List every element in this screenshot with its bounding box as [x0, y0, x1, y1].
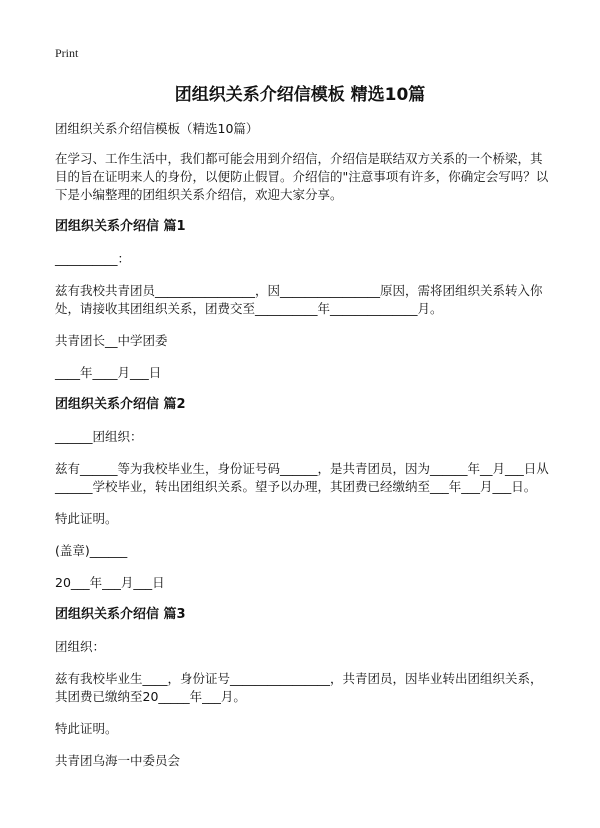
salutation-line: 团组织： [55, 639, 106, 654]
section-heading: 团组织关系介绍信 篇2 [55, 397, 186, 412]
intro-paragraph: 在学习、工作生活中，我们都可能会用到介绍信，介绍信是联结双方关系的一个桥梁，其目的旨在证明来人的身份，以便防止假冒。介绍信的"注意事项有许多，你确定会写吗？以下是小编整理的团组织关系介绍信，欢迎大家分享。 [55, 151, 549, 202]
salutation-line: ______团组织： [55, 429, 143, 444]
signature-line: 共青团乌海一中委员会 [55, 753, 181, 768]
body-paragraph: 兹有我校毕业生____，身份证号________________，共青团员，因毕业转出团组织关系，其团费已缴纳至20_____年___月。 [55, 671, 543, 704]
date-line: ____年____月___日 [55, 365, 162, 380]
document-title: 团组织关系介绍信模板 精选10篇 [174, 85, 426, 105]
certification-line: 特此证明。 [55, 511, 118, 526]
body-paragraph: 兹有______等为我校毕业生，身份证号码______，是共青团员，因为______年__月___日从______学校毕业，转出团组织关系。望予以办理，其团费已经缴纳至___年___月___日。 [55, 461, 549, 494]
section-heading: 团组织关系介绍信 篇3 [55, 607, 186, 622]
section-heading: 团组织关系介绍信 篇1 [55, 219, 186, 234]
salutation-line: __________： [55, 251, 131, 266]
print-link[interactable]: Print [55, 46, 79, 60]
certification-line: 特此证明。 [55, 721, 118, 736]
signature-line: 共青团长__中学团委 [55, 333, 168, 348]
body-paragraph: 兹有我校共青团员________________，因________________原因，需将团组织关系转入你处，请接收其团组织关系，团费交至__________年______________月。 [55, 283, 543, 316]
stamp-line: (盖章)______ [55, 543, 128, 558]
document-body [55, 120, 550, 784]
document-subtitle: 团组织关系介绍信模板（精选10篇） [55, 121, 259, 136]
date-line: 20___年___月___日 [55, 575, 165, 590]
